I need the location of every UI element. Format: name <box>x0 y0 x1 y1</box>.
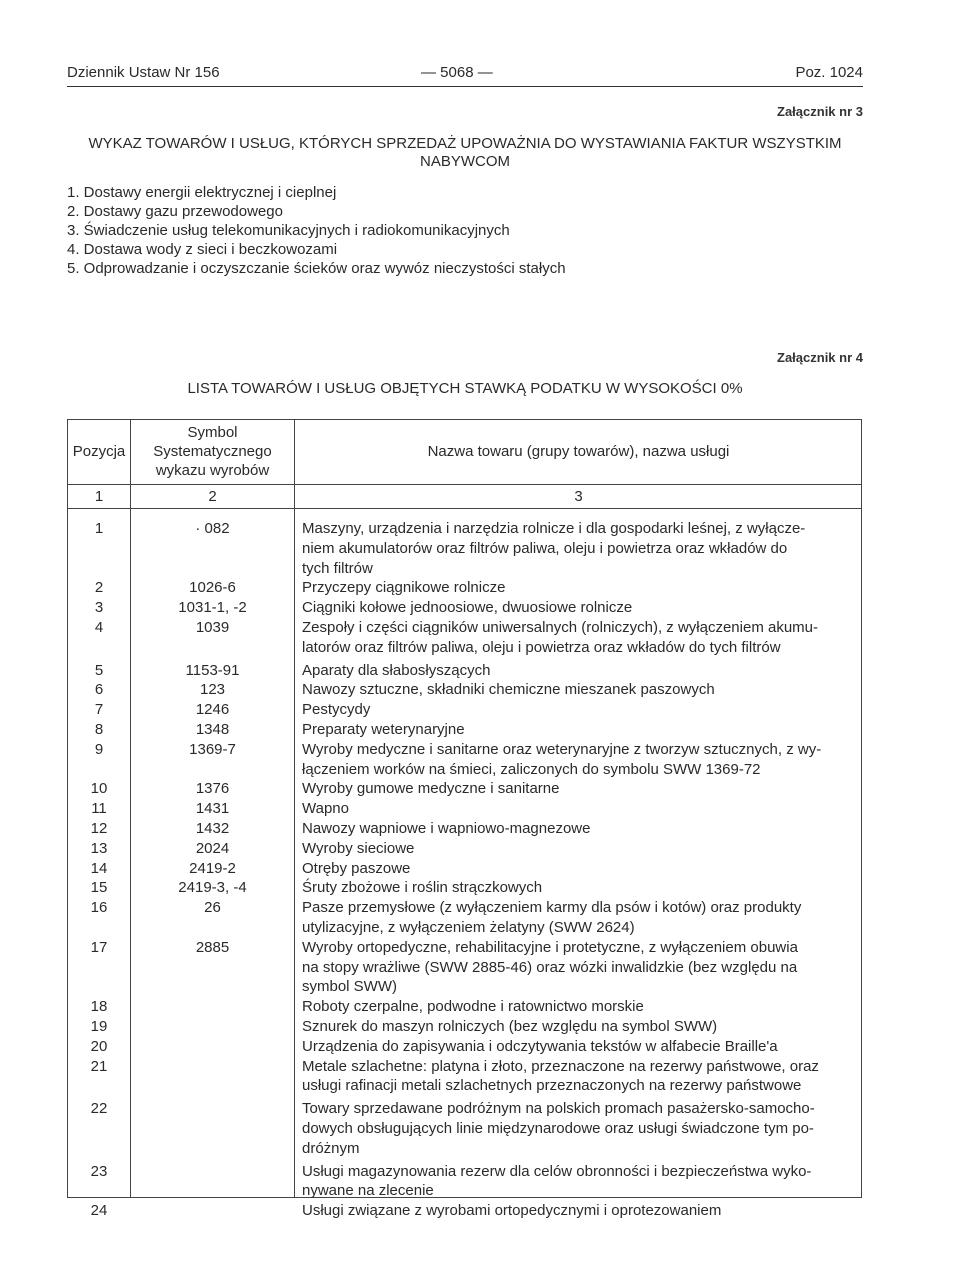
annex-3-list <box>67 183 863 278</box>
row-position: 18 <box>90 998 108 1016</box>
row-symbol: 1026-6 <box>189 579 236 597</box>
row-position: 5 <box>94 661 104 679</box>
column-header-symbol-line-2: Systematycznego <box>153 443 272 460</box>
column-header-position: Pozycja <box>72 443 126 460</box>
row-name-line: Urządzenia do zapisywania i odczytywania tekstów w alfabecie Braille'a <box>302 1037 778 1055</box>
row-name-line: Śruty zbożowe i roślin strączkowych <box>302 879 543 897</box>
column-header-name: Nazwa towaru (grupy towarów), nazwa usługi <box>427 443 730 460</box>
row-position: 4 <box>94 619 104 636</box>
row-name-line: Wyroby medyczne i sanitarne oraz weterynaryjne z tworzyw sztucznych, z wy- <box>302 740 822 758</box>
annex-3-label: Załącznik nr 3 <box>777 104 863 119</box>
row-name-line: Wyroby ortopedyczne, rehabilitacyjne i protetyczne, z wyłączeniem obuwia <box>302 938 798 956</box>
column-header-symbol-line-3: wykazu wyrobów <box>155 462 270 479</box>
row-position: 20 <box>90 1037 108 1055</box>
row-symbol: 1369-7 <box>189 740 236 758</box>
row-name-line: Wyroby gumowe medyczne i sanitarne <box>302 780 560 798</box>
row-position: 3 <box>94 599 104 617</box>
row-name-line: Roboty czerpalne, podwodne i ratownictwo morskie <box>302 998 644 1016</box>
row-symbol: 1153-91 <box>185 661 240 679</box>
row-name-line: Sznurek do maszyn rolniczych (bez względu na symbol SWW) <box>302 1018 718 1035</box>
column-number-3: 3 <box>574 488 583 505</box>
row-symbol: 2024 <box>195 839 230 857</box>
row-name-line: dowych obsługujących linie międzynarodowe oraz usługi świadczone tym po- <box>302 1120 814 1137</box>
row-name-line: nywane na zlecenie <box>302 1182 434 1200</box>
column-header-symbol <box>131 423 294 480</box>
row-position: 8 <box>94 721 104 738</box>
row-position: 11 <box>91 800 107 818</box>
row-name-line: Metale szlachetne: platyna i złoto, przeznaczone na rezerwy państwowe, oraz <box>302 1057 819 1075</box>
row-position: 14 <box>90 859 108 877</box>
row-position: 15 <box>90 879 108 897</box>
row-symbol: 1376 <box>195 780 230 798</box>
row-name-line: niem akumulatorów oraz filtrów paliwa, oleju i powietrza oraz wkładów do <box>302 539 788 557</box>
row-name-line: tych filtrów <box>302 559 373 577</box>
row-position: 23 <box>90 1162 108 1180</box>
row-symbol: 1039 <box>195 619 230 636</box>
row-position: 19 <box>90 1018 108 1035</box>
column-divider <box>294 420 295 1197</box>
header-divider <box>67 86 863 87</box>
row-name-line: Aparaty dla słabosłyszących <box>302 661 491 679</box>
zero-rate-table <box>67 419 862 1220</box>
list-item: 5. Odprowadzanie i oczyszczanie ścieków oraz wywóz nieczystości stałych <box>67 260 566 277</box>
row-position: 9 <box>94 740 104 758</box>
row-name-line: Wyroby sieciowe <box>302 839 415 857</box>
row-symbol: 123 <box>199 681 226 699</box>
row-symbol: 26 <box>204 899 221 917</box>
row-name-line: Pestycydy <box>302 701 371 719</box>
row-name-line: Przyczepy ciągnikowe rolnicze <box>302 579 506 597</box>
row-name-line: Otręby paszowe <box>302 859 411 877</box>
row-position: 24 <box>90 1202 108 1220</box>
annex-3-title-line-1: WYKAZ TOWARÓW I USŁUG, KTÓRYCH SPRZEDAŻ UPOWAŻNIA DO WYSTAWIANIA FAKTUR WSZYSTKIM <box>88 135 842 152</box>
row-position: 13 <box>90 839 108 857</box>
row-name-line: Usługi związane z wyrobami ortopedycznymi i oprotezowaniem <box>302 1202 722 1220</box>
annex-4-label: Załącznik nr 4 <box>777 350 863 365</box>
column-number-1: 1 <box>94 488 104 505</box>
row-position: 17 <box>90 938 108 956</box>
row-symbol: 2885 <box>195 938 230 956</box>
row-name-line: Maszyny, urządzenia i narzędzia rolnicze i dla gospodarki leśnej, z wyłącze- <box>302 520 806 537</box>
row-name-line: Nawozy sztuczne, składniki chemiczne mieszanek paszowych <box>302 681 715 699</box>
page-number: — 5068 — <box>421 64 493 81</box>
row-name-line: Pasze przemysłowe (z wyłączeniem karmy dla psów i kotów) oraz produkty <box>302 899 802 917</box>
row-position: 1 <box>94 520 104 537</box>
annex-3-title <box>67 135 863 171</box>
journal-title: Dziennik Ustaw Nr 156 <box>67 64 220 81</box>
row-symbol: 1348 <box>195 721 230 738</box>
row-symbol: · 082 <box>195 520 230 537</box>
row-symbol: 2419-3, -4 <box>178 879 247 897</box>
row-name-line: usługi rafinacji metali szlachetnych przeznaczonych na rezerwy państwowe <box>302 1077 802 1095</box>
list-item: 4. Dostawa wody z sieci i beczkowozami <box>67 241 338 258</box>
header-divider <box>68 484 861 485</box>
row-name-line: Zespoły i części ciągników uniwersalnych (rolniczych), z wyłączeniem akumu- <box>302 619 819 636</box>
row-name-line: Usługi magazynowania rezerw dla celów obronności i bezpieczeństwa wyko- <box>302 1162 812 1180</box>
row-position: 2 <box>94 579 104 597</box>
row-position: 12 <box>90 820 108 837</box>
row-symbol: 1432 <box>195 820 230 837</box>
row-name-line: utylizacyjne, z wyłączeniem żelatyny (SWW 2624) <box>302 919 635 936</box>
row-name-line: Nawozy wapniowe i wapniowo-magnezowe <box>302 820 591 837</box>
row-name-line: Wapno <box>302 800 349 818</box>
row-name-line: łączeniem worków na śmieci, zaliczonych do symbolu SWW 1369-72 <box>302 760 761 778</box>
row-name-line: Ciągniki kołowe jednoosiowe, dwuosiowe rolnicze <box>302 599 633 617</box>
row-symbol: 1431 <box>195 800 230 818</box>
row-name-line: na stopy wrażliwe (SWW 2885-46) oraz wózki inwalidzkie (bez względu na <box>302 958 798 976</box>
column-header-symbol-line-1: Symbol <box>187 424 238 441</box>
row-position: 22 <box>90 1100 108 1118</box>
list-item: 3. Świadczenie usług telekomunikacyjnych i radiokomunikacyjnych <box>67 222 510 239</box>
row-position: 6 <box>94 681 104 699</box>
row-symbol: 2419-2 <box>189 859 236 877</box>
annex-3-title-line-2: NABYWCOM <box>420 153 510 170</box>
row-position: 21 <box>90 1057 108 1075</box>
column-number-2: 2 <box>208 488 217 505</box>
row-symbol: 1246 <box>195 701 230 719</box>
list-item: 2. Dostawy gazu przewodowego <box>67 203 283 220</box>
row-symbol: 1031-1, -2 <box>178 599 247 617</box>
position-number: Poz. 1024 <box>795 64 863 81</box>
number-row-divider <box>68 508 861 509</box>
row-position: 16 <box>90 899 108 917</box>
row-name-line: latorów oraz filtrów paliwa, oleju i powietrza oraz wkładów do tych filtrów <box>302 638 781 656</box>
row-position: 10 <box>90 780 108 798</box>
list-item: 1. Dostawy energii elektrycznej i cieplnej <box>67 184 337 201</box>
page-header <box>67 64 863 84</box>
row-name-line: symbol SWW) <box>302 978 397 996</box>
row-name-line: Preparaty weterynaryjne <box>302 721 465 738</box>
annex-4-title: LISTA TOWARÓW I USŁUG OBJĘTYCH STAWKĄ PODATKU W WYSOKOŚCI 0% <box>187 380 743 397</box>
row-name-line: Towary sprzedawane podróżnym na polskich promach pasażersko-samocho- <box>302 1100 815 1118</box>
row-name-line: dróżnym <box>302 1139 360 1157</box>
row-position: 7 <box>94 701 104 719</box>
